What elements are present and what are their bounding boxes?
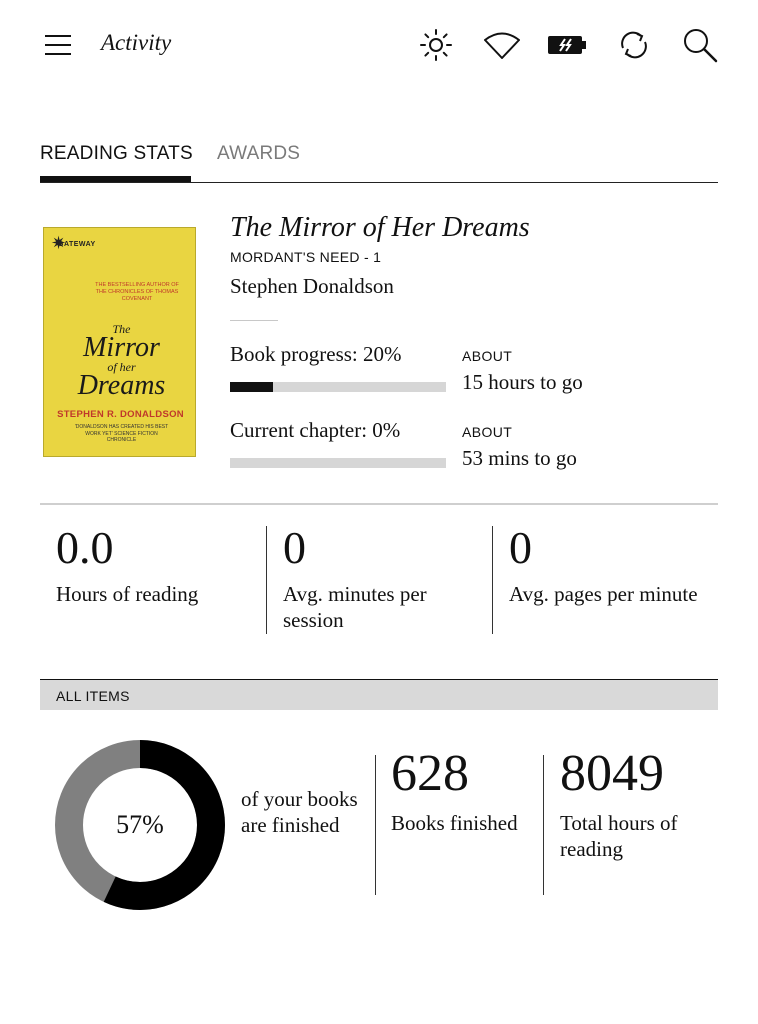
book-title[interactable]: The Mirror of Her Dreams [230,212,530,243]
all-items-header [40,679,718,710]
book-author: Stephen Donaldson [230,274,394,298]
hours-of-reading-value: 0.0 [56,522,114,573]
book-progress-about: ABOUT [462,348,513,364]
tab-awards[interactable]: AWARDS [217,143,301,164]
cover-author: STEPHEN R. DONALDSON [57,409,184,420]
section-divider [40,503,718,505]
total-hours-label: Total hours of reading [560,811,678,861]
finished-description: of your books are finished [241,787,358,837]
finished-percent: 57% [116,810,164,839]
avg-pages-value: 0 [509,522,532,573]
books-finished-value: 628 [391,745,469,802]
book-progress-bar [230,382,446,392]
search-icon [682,27,718,63]
brightness-icon [419,28,453,62]
cover-tagline: THE BESTSELLING AUTHOR OF THE CHRONICLES OF THOMAS COVENANT [95,282,179,302]
chapter-time-remaining: 53 mins to go [462,446,577,470]
tab-reading-stats[interactable]: READING STATS [40,143,193,164]
stat-divider [266,526,267,634]
divider [230,320,278,321]
cover-title-line: of her [107,360,136,374]
sync-icon [617,28,651,62]
hours-of-reading-label: Hours of reading [56,582,199,606]
cover-quote: 'DONALDSON HAS CREATED HIS BEST WORK YET' SCIENCE FICTION CHRONICLE [74,424,169,443]
avg-minutes-value: 0 [283,522,306,573]
cover-title-line: Mirror [83,332,160,363]
menu-icon [44,34,72,56]
tab-divider [40,182,718,183]
chapter-progress-label: Current chapter: 0% [230,418,401,442]
page-title: Activity [101,30,172,55]
cover-title [54,323,189,399]
book-series: MORDANT'S NEED - 1 [230,249,382,265]
books-finished-label: Books finished [391,811,518,835]
battery-status[interactable] [547,25,587,65]
book-progress-fill [230,382,273,392]
wifi-icon [483,31,521,59]
chapter-progress-bar [230,458,446,468]
search-button[interactable] [680,25,720,65]
total-hours-value: 8049 [560,745,664,802]
wifi-button[interactable] [482,25,522,65]
stat-divider [492,526,493,634]
brightness-button[interactable] [416,25,456,65]
cover-title-line: The [112,322,131,336]
sync-button[interactable] [614,25,654,65]
avg-minutes-label: Avg. minutes per session [283,582,427,632]
chapter-progress-about: ABOUT [462,424,513,440]
book-time-remaining: 15 hours to go [462,370,583,394]
battery-charging-icon [547,34,587,56]
cover-publisher: GATEWAY [58,241,96,248]
stat-divider [375,755,376,895]
publisher-logo-icon: ✷ [51,233,67,253]
all-items-label: ALL ITEMS [56,688,130,704]
cover-title-line: Dreams [77,370,166,401]
book-cover[interactable] [43,227,196,457]
avg-pages-label: Avg. pages per minute [509,582,698,606]
menu-button[interactable] [38,25,78,65]
stat-divider [543,755,544,895]
book-progress-label: Book progress: 20% [230,342,402,366]
